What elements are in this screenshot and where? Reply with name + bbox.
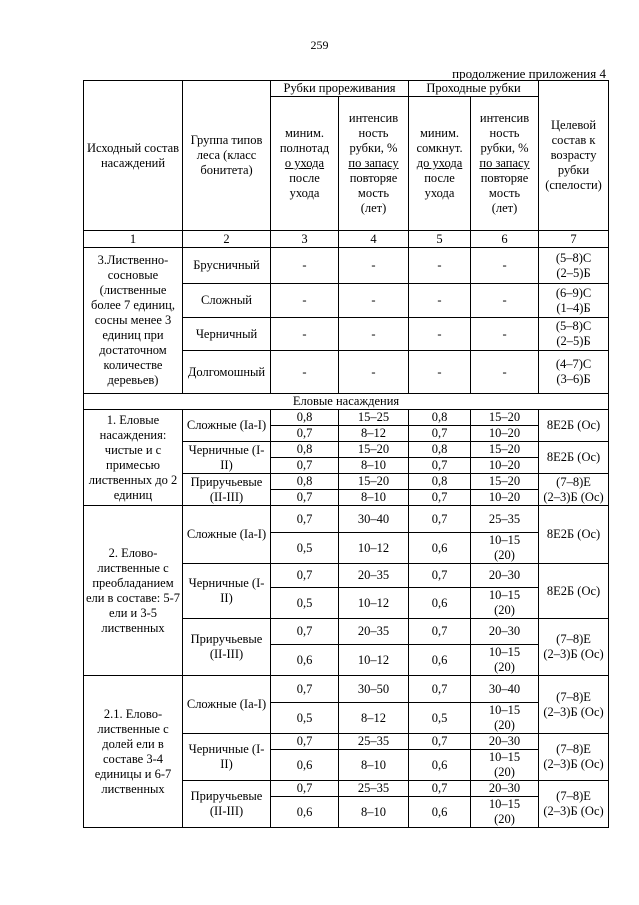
value-cell: 20–30: [471, 781, 539, 797]
value-cell: 20–30: [471, 734, 539, 750]
value-cell: 0,7: [271, 458, 339, 474]
value-cell: 20–35: [339, 619, 409, 645]
section-title: Еловые насаждения: [84, 394, 609, 410]
value-cell: 10–12: [339, 533, 409, 564]
value-cell: 20–35: [339, 564, 409, 588]
value-cell: 8–12: [339, 426, 409, 442]
value-cell: -: [471, 318, 539, 351]
target-composition-cell: (7–8)Е (2–3)Б (Ос): [539, 781, 609, 828]
value-cell: 25–35: [471, 506, 539, 533]
forest-type-cell: Черничные (I-II): [183, 442, 271, 474]
header-thinning: Рубки прореживания: [271, 81, 409, 97]
value-cell: 0,8: [409, 474, 471, 490]
value-cell: -: [471, 284, 539, 318]
value-cell: -: [271, 351, 339, 394]
value-cell: -: [339, 248, 409, 284]
value-cell: 10–15 (20): [471, 645, 539, 676]
value-cell: -: [271, 248, 339, 284]
value-cell: 20–30: [471, 619, 539, 645]
header-col5: миним. сомкнут. до ухода после ухода: [409, 97, 471, 231]
value-cell: 0,8: [271, 410, 339, 426]
value-cell: 0,7: [409, 676, 471, 703]
value-cell: 0,5: [271, 588, 339, 619]
composition-cell: 3.Лиственно-сосновые (лиственные более 7 единиц, сосны менее 3 единиц при достаточном количестве деревьев): [84, 248, 183, 394]
target-composition-cell: (4–7)С (3–6)Б: [539, 351, 609, 394]
target-composition-cell: (7–8)Е (2–3)Б (Ос): [539, 474, 609, 506]
value-cell: -: [409, 284, 471, 318]
col-number: 4: [339, 231, 409, 248]
value-cell: 0,7: [271, 490, 339, 506]
value-cell: -: [471, 351, 539, 394]
header-col2: Группа типов леса (класс бонитета): [183, 81, 271, 231]
header-col4: интенсив ность рубки, % по запасу повторяе мость (лет): [339, 97, 409, 231]
forest-type-cell: Сложный: [183, 284, 271, 318]
value-cell: -: [409, 318, 471, 351]
value-cell: 10–20: [471, 458, 539, 474]
value-cell: 15–25: [339, 410, 409, 426]
table-row: [84, 410, 609, 426]
value-cell: -: [339, 284, 409, 318]
value-cell: -: [471, 248, 539, 284]
value-cell: 0,8: [409, 442, 471, 458]
header-col7: Целевой состав к возрасту рубки (спелости): [539, 81, 609, 231]
col-number: 3: [271, 231, 339, 248]
target-composition-cell: (7–8)Е (2–3)Б (Ос): [539, 734, 609, 781]
value-cell: 20–30: [471, 564, 539, 588]
value-cell: 0,6: [409, 645, 471, 676]
col-number: 1: [84, 231, 183, 248]
value-cell: 0,7: [409, 619, 471, 645]
forest-thinning-table: [83, 80, 609, 828]
value-cell: 0,7: [271, 619, 339, 645]
value-cell: 10–15 (20): [471, 797, 539, 828]
value-cell: 8–12: [339, 703, 409, 734]
target-composition-cell: (6–9)С (1–4)Б: [539, 284, 609, 318]
value-cell: 0,7: [271, 564, 339, 588]
value-cell: 0,8: [271, 442, 339, 458]
value-cell: 0,7: [409, 781, 471, 797]
value-cell: 10–20: [471, 490, 539, 506]
composition-cell: 2.1. Елово-лиственные с долей ели в составе 3-4 единицы и 6-7 лиственных: [84, 676, 183, 828]
forest-type-cell: Приручьевые (II-III): [183, 619, 271, 676]
value-cell: 25–35: [339, 734, 409, 750]
header-col3: миним. полнотад о ухода после ухода: [271, 97, 339, 231]
forest-type-cell: Приручьевые (II-III): [183, 474, 271, 506]
value-cell: 10–15 (20): [471, 750, 539, 781]
value-cell: 0,5: [409, 703, 471, 734]
target-composition-cell: 8Е2Б (Ос): [539, 410, 609, 442]
target-composition-cell: 8Е2Б (Ос): [539, 564, 609, 619]
value-cell: 0,7: [271, 734, 339, 750]
value-cell: 15–20: [471, 474, 539, 490]
column-numbers-row: [84, 231, 609, 248]
forest-type-cell: Сложные (Ia-I): [183, 410, 271, 442]
target-composition-cell: (7–8)Е (2–3)Б (Ос): [539, 619, 609, 676]
value-cell: 0,6: [409, 750, 471, 781]
value-cell: 10–15 (20): [471, 588, 539, 619]
value-cell: 8–10: [339, 490, 409, 506]
forest-type-cell: Приручьевые (II-III): [183, 781, 271, 828]
value-cell: 0,7: [409, 506, 471, 533]
value-cell: -: [271, 318, 339, 351]
value-cell: -: [409, 351, 471, 394]
target-composition-cell: (5–8)С (2–5)Б: [539, 318, 609, 351]
value-cell: 0,8: [409, 410, 471, 426]
header-col6: интенсив ность рубки, % по запасу повторяе мость (лет): [471, 97, 539, 231]
composition-cell: 2. Елово-лиственные с преобладанием ели в составе: 5-7 ели и 3-5 лиственных: [84, 506, 183, 676]
value-cell: 0,7: [271, 781, 339, 797]
value-cell: -: [271, 284, 339, 318]
col-number: 7: [539, 231, 609, 248]
value-cell: 0,7: [409, 734, 471, 750]
value-cell: 0,7: [271, 426, 339, 442]
col-number: 2: [183, 231, 271, 248]
value-cell: 8–10: [339, 750, 409, 781]
value-cell: 0,7: [409, 490, 471, 506]
value-cell: 0,7: [271, 506, 339, 533]
value-cell: 15–20: [339, 474, 409, 490]
value-cell: -: [339, 318, 409, 351]
value-cell: 15–20: [471, 442, 539, 458]
section-title-row: [84, 394, 609, 410]
forest-type-cell: Черничный: [183, 318, 271, 351]
value-cell: 0,5: [271, 533, 339, 564]
composition-cell: 1. Еловые насаждения: чистые и с примесью лиственных до 2 единиц: [84, 410, 183, 506]
value-cell: 0,6: [409, 797, 471, 828]
forest-type-cell: Черничные (I-II): [183, 564, 271, 619]
value-cell: 0,6: [409, 533, 471, 564]
value-cell: 10–12: [339, 645, 409, 676]
value-cell: 0,8: [271, 474, 339, 490]
forest-type-cell: Сложные (Ia-I): [183, 676, 271, 734]
value-cell: 0,7: [409, 426, 471, 442]
table-row: [84, 506, 609, 533]
forest-type-cell: Брусничный: [183, 248, 271, 284]
col-number: 5: [409, 231, 471, 248]
value-cell: 0,7: [409, 564, 471, 588]
target-composition-cell: (7–8)Е (2–3)Б (Ос): [539, 676, 609, 734]
value-cell: 0,7: [409, 458, 471, 474]
value-cell: 10–15 (20): [471, 533, 539, 564]
page-number: 259: [310, 38, 329, 52]
value-cell: 15–20: [471, 410, 539, 426]
value-cell: 25–35: [339, 781, 409, 797]
value-cell: 0,6: [409, 588, 471, 619]
table-row: [84, 248, 609, 284]
value-cell: -: [409, 248, 471, 284]
value-cell: 0,6: [271, 750, 339, 781]
table-row: [84, 676, 609, 703]
value-cell: 0,5: [271, 703, 339, 734]
value-cell: 30–40: [339, 506, 409, 533]
value-cell: 10–20: [471, 426, 539, 442]
continuation-note: продолжение приложения 4: [452, 66, 606, 81]
target-composition-cell: 8Е2Б (Ос): [539, 506, 609, 564]
header-col1: Исходный состав насаждений: [84, 81, 183, 231]
forest-type-cell: Сложные (Ia-I): [183, 506, 271, 564]
value-cell: 8–10: [339, 458, 409, 474]
value-cell: 8–10: [339, 797, 409, 828]
value-cell: 10–12: [339, 588, 409, 619]
value-cell: 0,6: [271, 645, 339, 676]
value-cell: 15–20: [339, 442, 409, 458]
target-composition-cell: (5–8)С (2–5)Б: [539, 248, 609, 284]
value-cell: 0,7: [271, 676, 339, 703]
value-cell: 10–15 (20): [471, 703, 539, 734]
col-number: 6: [471, 231, 539, 248]
value-cell: 30–40: [471, 676, 539, 703]
forest-type-cell: Долгомошный: [183, 351, 271, 394]
value-cell: 0,6: [271, 797, 339, 828]
header-passing: Проходные рубки: [409, 81, 539, 97]
value-cell: -: [339, 351, 409, 394]
forest-type-cell: Черничные (I-II): [183, 734, 271, 781]
target-composition-cell: 8Е2Б (Ос): [539, 442, 609, 474]
value-cell: 30–50: [339, 676, 409, 703]
